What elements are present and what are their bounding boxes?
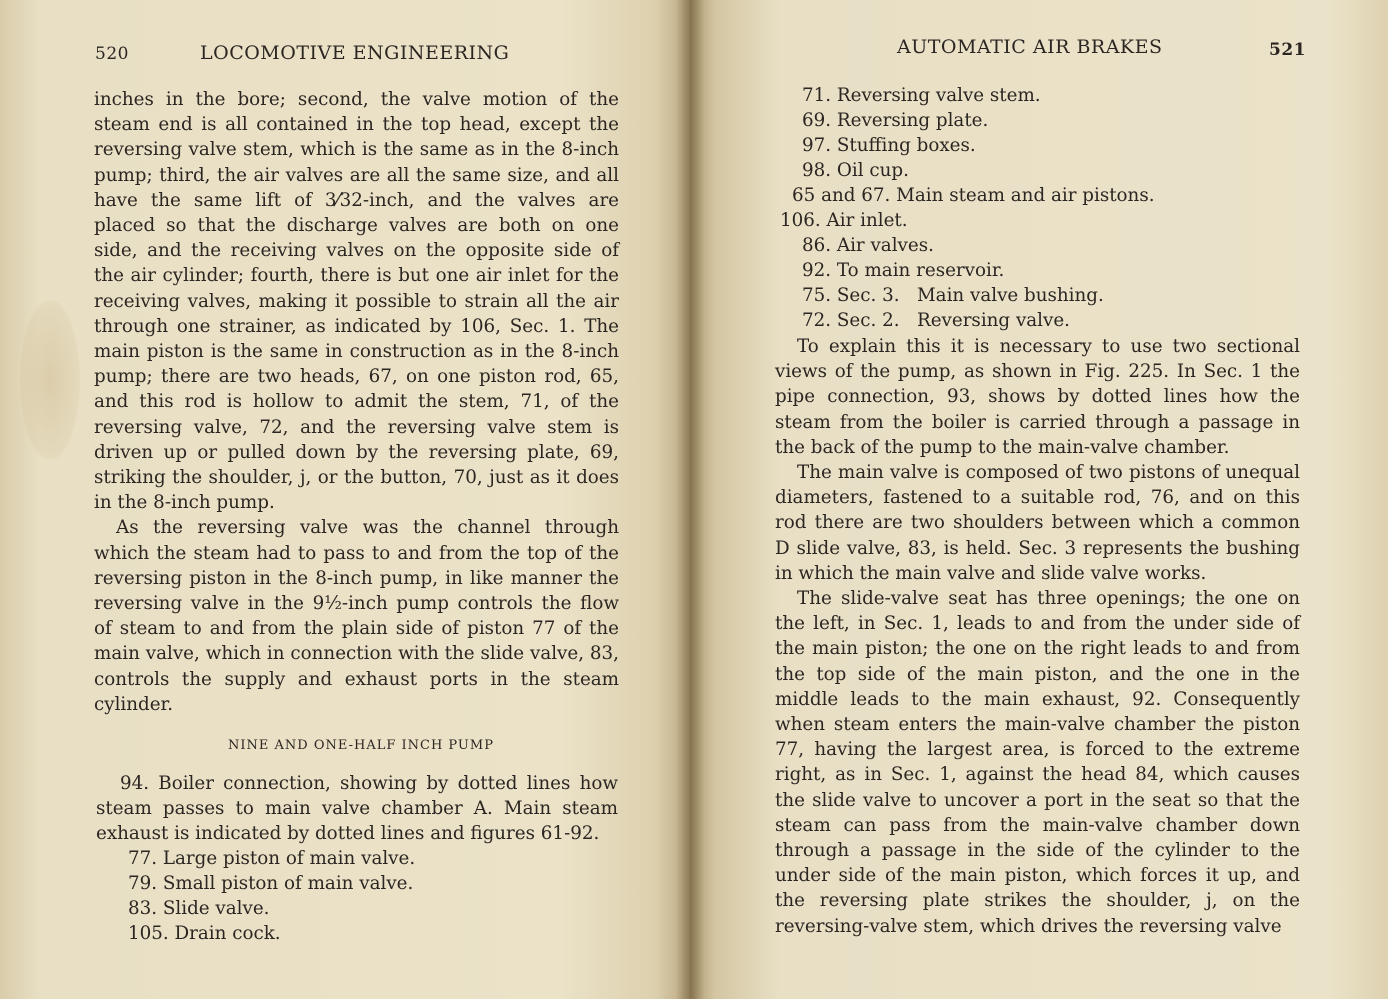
- right-page: [690, 0, 1388, 999]
- figure-key-list: [128, 846, 415, 946]
- figure-key-item: 77. Large piston of main valve.: [128, 848, 416, 869]
- paragraph: As the reversing valve was the channel through which the steam had to pass to and from the top of the reversing piston in the 8-inch pump, in like manner the reversing valve in the 9½-inch pump controls the flow of steam to and from the plain side of piston 77 of the main valve, which in connection with the slide valve, 83, controls the supply and exhaust ports in the steam cylinder.: [94, 517, 619, 715]
- figure-key-item: 75. Sec. 3. Main valve bushing.: [802, 285, 1104, 306]
- figure-key-item: 72. Sec. 2. Reversing valve.: [802, 310, 1070, 331]
- paper-stain: [20, 300, 80, 460]
- figure-key-item: 79. Small piston of main valve.: [128, 873, 414, 894]
- paragraph: To explain this it is necessary to use two sectional views of the pump, as shown in Fig. 225. In Sec. 1 the pipe connection, 93, shows by dotted lines how the steam from the boiler is carried through a passage in the back of the pump to the main-valve chamber.: [775, 336, 1300, 458]
- page-number: 521: [1269, 40, 1306, 60]
- figure-key-item: 83. Slide valve.: [128, 898, 270, 919]
- left-page: [0, 0, 690, 999]
- figure-key-item: 97. Stuffing boxes.: [802, 135, 976, 156]
- figure-key-item: 71. Reversing valve stem.: [802, 85, 1041, 106]
- paragraph: The slide-valve seat has three openings; the one on the left, in Sec. 1, leads to and from the under side of the main piston; the one on the right leads to and from the top side of the main piston, and the one in the middle leads to the main exhaust, 92. Consequently when steam enters the main-valve chamber the piston 77, having the largest area, is forced to the extreme right, as in Sec. 1, against the head 84, which causes the slide valve to uncover a port in the seat so that the steam can pass from the main-valve chamber down through a passage in the side of the cylinder to the under side of the main piston, which forces it up, and the reversing plate strikes the shoulder, j, on the reversing-valve stem, which drives the reversing valve: [775, 588, 1300, 937]
- figure-key-intro: [96, 771, 618, 847]
- figure-key-item: 94. Boiler connection, showing by dotted lines how steam passes to main valve chamber A. Main steam exhaust is indicated by dotted lines and figures 61-92.: [96, 773, 618, 845]
- figure-key-item: 98. Oil cup.: [802, 160, 909, 181]
- page-number: 520: [95, 44, 129, 64]
- running-head-title: LOCOMOTIVE ENGINEERING: [200, 42, 510, 64]
- paragraph: inches in the bore; second, the valve motion of the steam end is all contained in the top head, except the reversing valve stem, which is the same as in the 8-inch pump; third, the air valves are all the same size, and all have the same lift of 3⁄32-inch, and the valves are placed so that the discharge valves are both on one side, and the receiving valves on the opposite side of the air cylinder; fourth, there is but one air inlet for the receiving valves, making it possible to strain all the air through one strainer, as indicated by 106, Sec. 1. The main piston is the same in construction as in the 8-inch pump; there are two heads, 67, on one piston rod, 65, and this rod is hollow to admit the stem, 71, of the reversing valve, 72, and the reversing valve stem is driven up or pulled down by the reversing plate, 69, striking the shoulder, j, or the button, 70, just as it does in the 8-inch pump.: [94, 89, 619, 514]
- figure-key-item: 86. Air valves.: [802, 235, 934, 256]
- figure-key-list: [780, 83, 1155, 333]
- figure-key-item: 106. Air inlet.: [780, 210, 908, 231]
- body-text: [94, 87, 619, 717]
- figure-key-item: 69. Reversing plate.: [802, 110, 989, 131]
- body-text: [775, 334, 1300, 939]
- running-head-title: AUTOMATIC AIR BRAKES: [897, 36, 1163, 58]
- figure-key-item: 92. To main reservoir.: [802, 260, 1005, 281]
- paragraph: The main valve is composed of two pistons of unequal diameters, fastened to a suitable rod, 76, and on this rod there are two shoulders between which a common D slide valve, 83, is held. Sec. 3 represents the bushing in which the main valve and slide valve works.: [775, 462, 1300, 584]
- figure-key-item: 65 and 67. Main steam and air pistons.: [792, 185, 1155, 206]
- section-heading: NINE AND ONE-HALF INCH PUMP: [228, 738, 494, 753]
- figure-key-item: 105. Drain cock.: [128, 923, 281, 944]
